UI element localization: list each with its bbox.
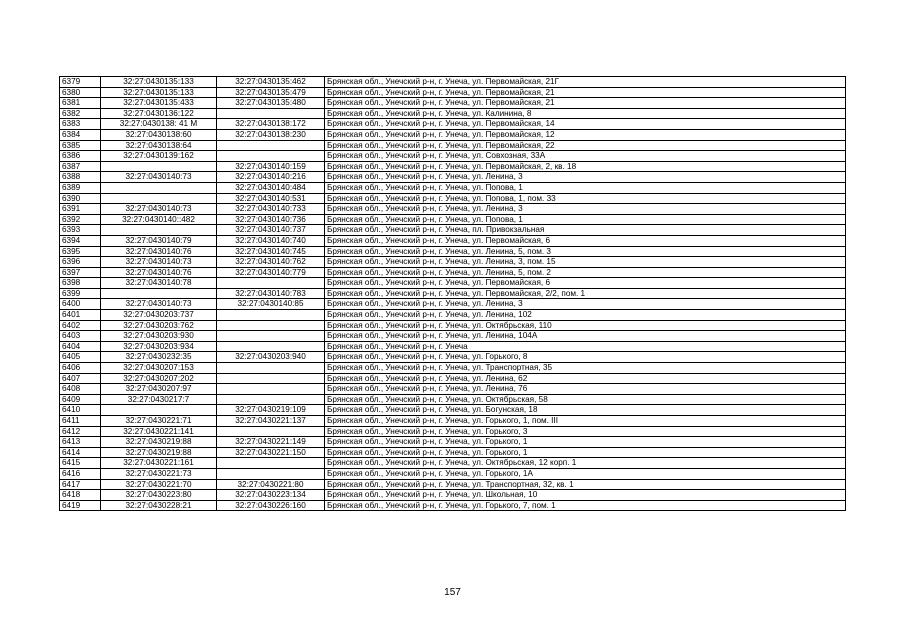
address-cell: Брянская обл., Унечский р-н, г. Унеча, ул. Богунская, 18	[325, 405, 846, 416]
related-cadastral-number-cell	[217, 373, 325, 384]
cadastral-number-cell: 32:27:0430139:162	[101, 151, 217, 162]
cadastral-number-cell: 32:27:0430140:79	[101, 235, 217, 246]
cadastral-number-cell: 32:27:0430207:153	[101, 363, 217, 374]
table-row	[60, 373, 846, 384]
table-row	[60, 98, 846, 109]
cadastral-number-cell: 32:27:0430140::482	[101, 214, 217, 225]
cadastral-number-cell: 32:27:0430221:141	[101, 426, 217, 437]
related-cadastral-number-cell	[217, 108, 325, 119]
cadastral-number-cell: 32:27:0430136:122	[101, 108, 217, 119]
row-number-cell: 6412	[60, 426, 101, 437]
row-number-cell: 6387	[60, 161, 101, 172]
table-row	[60, 182, 846, 193]
table-row	[60, 204, 846, 215]
address-cell: Брянская обл., Унечский р-н, г. Унеча, ул. Первомайская, 2, кв. 18	[325, 161, 846, 172]
cadastral-number-cell: 32:27:0430140:76	[101, 246, 217, 257]
row-number-cell: 6413	[60, 437, 101, 448]
table-row	[60, 225, 846, 236]
address-cell: Брянская обл., Унечский р-н, г. Унеча, ул. Ленина, 102	[325, 310, 846, 321]
table-row	[60, 87, 846, 98]
address-cell: Брянская обл., Унечский р-н, г. Унеча, ул. Ленина, 3	[325, 204, 846, 215]
related-cadastral-number-cell: 32:27:0430140:736	[217, 214, 325, 225]
row-number-cell: 6396	[60, 257, 101, 268]
row-number-cell: 6400	[60, 299, 101, 310]
row-number-cell: 6415	[60, 458, 101, 469]
cadastral-number-cell	[101, 225, 217, 236]
related-cadastral-number-cell	[217, 384, 325, 395]
row-number-cell: 6379	[60, 77, 101, 88]
row-number-cell: 6404	[60, 341, 101, 352]
related-cadastral-number-cell	[217, 363, 325, 374]
address-cell: Брянская обл., Унечский р-н, г. Унеча, ул. Школьная, 10	[325, 490, 846, 501]
registry-table-body	[60, 77, 846, 511]
row-number-cell: 6410	[60, 405, 101, 416]
address-cell: Брянская обл., Унечский р-н, г. Унеча, ул. Горького, 1	[325, 437, 846, 448]
cadastral-number-cell: 32:27:0430219:88	[101, 447, 217, 458]
related-cadastral-number-cell: 32:27:0430138:230	[217, 129, 325, 140]
address-cell: Брянская обл., Унечский р-н, г. Унеча, ул. Первомайская, 6	[325, 235, 846, 246]
related-cadastral-number-cell	[217, 140, 325, 151]
cadastral-number-cell: 32:27:0430140:73	[101, 257, 217, 268]
table-row	[60, 331, 846, 342]
related-cadastral-number-cell: 32:27:0430221:80	[217, 479, 325, 490]
related-cadastral-number-cell: 32:27:0430135:480	[217, 98, 325, 109]
table-row	[60, 479, 846, 490]
address-cell: Брянская обл., Унечский р-н, г. Унеча, ул. Ленина, 76	[325, 384, 846, 395]
table-row	[60, 384, 846, 395]
table-row	[60, 310, 846, 321]
cadastral-number-cell: 32:27:0430203:762	[101, 320, 217, 331]
row-number-cell: 6388	[60, 172, 101, 183]
related-cadastral-number-cell	[217, 394, 325, 405]
related-cadastral-number-cell	[217, 320, 325, 331]
table-row	[60, 394, 846, 405]
row-number-cell: 6397	[60, 267, 101, 278]
table-row	[60, 288, 846, 299]
cadastral-number-cell: 32:27:0430219:88	[101, 437, 217, 448]
row-number-cell: 6408	[60, 384, 101, 395]
address-cell: Брянская обл., Унечский р-н, г. Унеча, ул. Горького, 8	[325, 352, 846, 363]
row-number-cell: 6406	[60, 363, 101, 374]
address-cell: Брянская обл., Унечский р-н, г. Унеча, ул. Первомайская, 21	[325, 87, 846, 98]
row-number-cell: 6405	[60, 352, 101, 363]
cadastral-number-cell: 32:27:0430135:133	[101, 87, 217, 98]
cadastral-number-cell: 32:27:0430140:73	[101, 299, 217, 310]
row-number-cell: 6390	[60, 193, 101, 204]
row-number-cell: 6395	[60, 246, 101, 257]
cadastral-number-cell: 32:27:0430135:433	[101, 98, 217, 109]
row-number-cell: 6402	[60, 320, 101, 331]
cadastral-number-cell	[101, 193, 217, 204]
address-cell: Брянская обл., Унечский р-н, г. Унеча, ул. Транспортная, 35	[325, 363, 846, 374]
address-cell: Брянская обл., Унечский р-н, г. Унеча	[325, 341, 846, 352]
table-row	[60, 363, 846, 374]
address-cell: Брянская обл., Унечский р-н, г. Унеча, пл. Привокзальная	[325, 225, 846, 236]
address-cell: Брянская обл., Унечский р-н, г. Унеча, ул. Попова, 1, пом. 33	[325, 193, 846, 204]
table-row	[60, 108, 846, 119]
related-cadastral-number-cell: 32:27:0430140:740	[217, 235, 325, 246]
table-row	[60, 267, 846, 278]
table-row	[60, 299, 846, 310]
related-cadastral-number-cell: 32:27:0430221:137	[217, 416, 325, 427]
address-cell: Брянская обл., Унечский р-н, г. Унеча, ул. Ленина, 62	[325, 373, 846, 384]
table-row	[60, 140, 846, 151]
related-cadastral-number-cell: 32:27:0430140:737	[217, 225, 325, 236]
related-cadastral-number-cell: 32:27:0430140:783	[217, 288, 325, 299]
address-cell: Брянская обл., Унечский р-н, г. Унеча, ул. Октябрьская, 12 корп. 1	[325, 458, 846, 469]
address-cell: Брянская обл., Унечский р-н, г. Унеча, ул. Транспортная, 32, кв. 1	[325, 479, 846, 490]
related-cadastral-number-cell: 32:27:0430203:940	[217, 352, 325, 363]
table-row	[60, 193, 846, 204]
cadastral-number-cell: 32:27:0430221:161	[101, 458, 217, 469]
row-number-cell: 6414	[60, 447, 101, 458]
cadastral-number-cell: 32:27:0430221:70	[101, 479, 217, 490]
cadastral-number-cell: 32:27:0430140:73	[101, 172, 217, 183]
cadastral-number-cell: 32:27:0430221:71	[101, 416, 217, 427]
table-row	[60, 161, 846, 172]
table-row	[60, 77, 846, 88]
related-cadastral-number-cell: 32:27:0430140:762	[217, 257, 325, 268]
related-cadastral-number-cell	[217, 458, 325, 469]
row-number-cell: 6393	[60, 225, 101, 236]
address-cell: Брянская обл., Унечский р-н, г. Унеча, ул. Попова, 1	[325, 214, 846, 225]
related-cadastral-number-cell: 32:27:0430140:85	[217, 299, 325, 310]
address-cell: Брянская обл., Унечский р-н, г. Унеча, ул. Ленина, 3	[325, 172, 846, 183]
cadastral-number-cell: 32:27:0430138:64	[101, 140, 217, 151]
related-cadastral-number-cell: 32:27:0430140:745	[217, 246, 325, 257]
related-cadastral-number-cell: 32:27:0430135:462	[217, 77, 325, 88]
table-row	[60, 257, 846, 268]
page-number: 157	[444, 587, 461, 598]
table-row	[60, 447, 846, 458]
row-number-cell: 6389	[60, 182, 101, 193]
table-row	[60, 129, 846, 140]
table-row	[60, 437, 846, 448]
related-cadastral-number-cell	[217, 426, 325, 437]
row-number-cell: 6394	[60, 235, 101, 246]
cadastral-number-cell	[101, 405, 217, 416]
cadastral-number-cell: 32:27:0430135:133	[101, 77, 217, 88]
row-number-cell: 6418	[60, 490, 101, 501]
address-cell: Брянская обл., Унечский р-н, г. Унеча, ул. Ленина, 5, пом. 3	[325, 246, 846, 257]
table-row	[60, 500, 846, 511]
address-cell: Брянская обл., Унечский р-н, г. Унеча, ул. Ленина, 3	[325, 299, 846, 310]
cadastral-number-cell: 32:27:0430228:21	[101, 500, 217, 511]
table-row	[60, 235, 846, 246]
table-row	[60, 151, 846, 162]
related-cadastral-number-cell	[217, 151, 325, 162]
cadastral-number-cell: 32:27:0430140:78	[101, 278, 217, 289]
related-cadastral-number-cell: 32:27:0430221:149	[217, 437, 325, 448]
related-cadastral-number-cell: 32:27:0430138:172	[217, 119, 325, 130]
cadastral-number-cell: 32:27:0430221:73	[101, 468, 217, 479]
cadastral-number-cell: 32:27:0430223:80	[101, 490, 217, 501]
cadastral-number-cell: 32:27:0430207:202	[101, 373, 217, 384]
address-cell: Брянская обл., Унечский р-н, г. Унеча, ул. Первомайская, 2/2, пом. 1	[325, 288, 846, 299]
table-row	[60, 490, 846, 501]
table-row	[60, 320, 846, 331]
table-row	[60, 119, 846, 130]
row-number-cell: 6382	[60, 108, 101, 119]
property-registry-table	[59, 76, 846, 511]
related-cadastral-number-cell	[217, 468, 325, 479]
address-cell: Брянская обл., Унечский р-н, г. Унеча, ул. Горького, 7, пом. 1	[325, 500, 846, 511]
related-cadastral-number-cell: 32:27:0430135:479	[217, 87, 325, 98]
cadastral-number-cell: 32:27:0430217:7	[101, 394, 217, 405]
address-cell: Брянская обл., Унечский р-н, г. Унеча, ул. Совхозная, 33А	[325, 151, 846, 162]
address-cell: Брянская обл., Унечский р-н, г. Унеча, ул. Первомайская, 12	[325, 129, 846, 140]
address-cell: Брянская обл., Унечский р-н, г. Унеча, ул. Калинина, 8	[325, 108, 846, 119]
related-cadastral-number-cell: 32:27:0430226:160	[217, 500, 325, 511]
related-cadastral-number-cell	[217, 278, 325, 289]
table-row	[60, 278, 846, 289]
table-row	[60, 458, 846, 469]
row-number-cell: 6380	[60, 87, 101, 98]
related-cadastral-number-cell: 32:27:0430140:216	[217, 172, 325, 183]
cadastral-number-cell: 32:27:0430203:934	[101, 341, 217, 352]
table-row	[60, 426, 846, 437]
row-number-cell: 6409	[60, 394, 101, 405]
related-cadastral-number-cell	[217, 331, 325, 342]
cadastral-number-cell: 32:27:0430140:73	[101, 204, 217, 215]
table-row	[60, 214, 846, 225]
address-cell: Брянская обл., Унечский р-н, г. Унеча, ул. Первомайская, 21	[325, 98, 846, 109]
cadastral-number-cell	[101, 161, 217, 172]
cadastral-number-cell	[101, 288, 217, 299]
address-cell: Брянская обл., Унечский р-н, г. Унеча, ул. Ленина, 104А	[325, 331, 846, 342]
related-cadastral-number-cell: 32:27:0430219:109	[217, 405, 325, 416]
address-cell: Брянская обл., Унечский р-н, г. Унеча, ул. Первомайская, 14	[325, 119, 846, 130]
row-number-cell: 6381	[60, 98, 101, 109]
address-cell: Брянская обл., Унечский р-н, г. Унеча, ул. Первомайская, 22	[325, 140, 846, 151]
table-row	[60, 246, 846, 257]
table-row	[60, 416, 846, 427]
cadastral-number-cell	[101, 182, 217, 193]
cadastral-number-cell: 32:27:0430207:97	[101, 384, 217, 395]
related-cadastral-number-cell	[217, 341, 325, 352]
table-row	[60, 468, 846, 479]
row-number-cell: 6391	[60, 204, 101, 215]
table-row	[60, 352, 846, 363]
related-cadastral-number-cell: 32:27:0430140:159	[217, 161, 325, 172]
cadastral-number-cell: 32:27:0430138:60	[101, 129, 217, 140]
row-number-cell: 6403	[60, 331, 101, 342]
related-cadastral-number-cell: 32:27:0430140:484	[217, 182, 325, 193]
row-number-cell: 6383	[60, 119, 101, 130]
related-cadastral-number-cell: 32:27:0430140:531	[217, 193, 325, 204]
address-cell: Брянская обл., Унечский р-н, г. Унеча, ул. Горького, 1А	[325, 468, 846, 479]
address-cell: Брянская обл., Унечский р-н, г. Унеча, ул. Горького, 1, пом. III	[325, 416, 846, 427]
row-number-cell: 6411	[60, 416, 101, 427]
row-number-cell: 6419	[60, 500, 101, 511]
table-row	[60, 172, 846, 183]
address-cell: Брянская обл., Унечский р-н, г. Унеча, ул. Горького, 3	[325, 426, 846, 437]
related-cadastral-number-cell: 32:27:0430140:779	[217, 267, 325, 278]
row-number-cell: 6416	[60, 468, 101, 479]
related-cadastral-number-cell	[217, 310, 325, 321]
row-number-cell: 6417	[60, 479, 101, 490]
address-cell: Брянская обл., Унечский р-н, г. Унеча, ул. Попова, 1	[325, 182, 846, 193]
related-cadastral-number-cell: 32:27:0430223:134	[217, 490, 325, 501]
row-number-cell: 6386	[60, 151, 101, 162]
row-number-cell: 6398	[60, 278, 101, 289]
row-number-cell: 6399	[60, 288, 101, 299]
related-cadastral-number-cell: 32:27:0430140:733	[217, 204, 325, 215]
address-cell: Брянская обл., Унечский р-н, г. Унеча, ул. Октябрьская, 110	[325, 320, 846, 331]
address-cell: Брянская обл., Унечский р-н, г. Унеча, ул. Первомайская, 21Г	[325, 77, 846, 88]
address-cell: Брянская обл., Унечский р-н, г. Унеча, ул. Ленина, 5, пом. 2	[325, 267, 846, 278]
row-number-cell: 6401	[60, 310, 101, 321]
table-row	[60, 341, 846, 352]
table-row	[60, 405, 846, 416]
address-cell: Брянская обл., Унечский р-н, г. Унеча, ул. Горького, 1	[325, 447, 846, 458]
cadastral-number-cell: 32:27:0430203:930	[101, 331, 217, 342]
address-cell: Брянская обл., Унечский р-н, г. Унеча, ул. Первомайская, 6	[325, 278, 846, 289]
address-cell: Брянская обл., Унечский р-н, г. Унеча, ул. Ленина, 3, пом. 15	[325, 257, 846, 268]
row-number-cell: 6407	[60, 373, 101, 384]
row-number-cell: 6392	[60, 214, 101, 225]
related-cadastral-number-cell: 32:27:0430221:150	[217, 447, 325, 458]
cadastral-number-cell: 32:27:0430203:737	[101, 310, 217, 321]
row-number-cell: 6384	[60, 129, 101, 140]
row-number-cell: 6385	[60, 140, 101, 151]
cadastral-number-cell: 32:27:0430140:76	[101, 267, 217, 278]
cadastral-number-cell: 32:27:0430232:35	[101, 352, 217, 363]
address-cell: Брянская обл., Унечский р-н, г. Унеча, ул. Октябрьская, 58	[325, 394, 846, 405]
cadastral-number-cell: 32:27:0430138: 41 М	[101, 119, 217, 130]
